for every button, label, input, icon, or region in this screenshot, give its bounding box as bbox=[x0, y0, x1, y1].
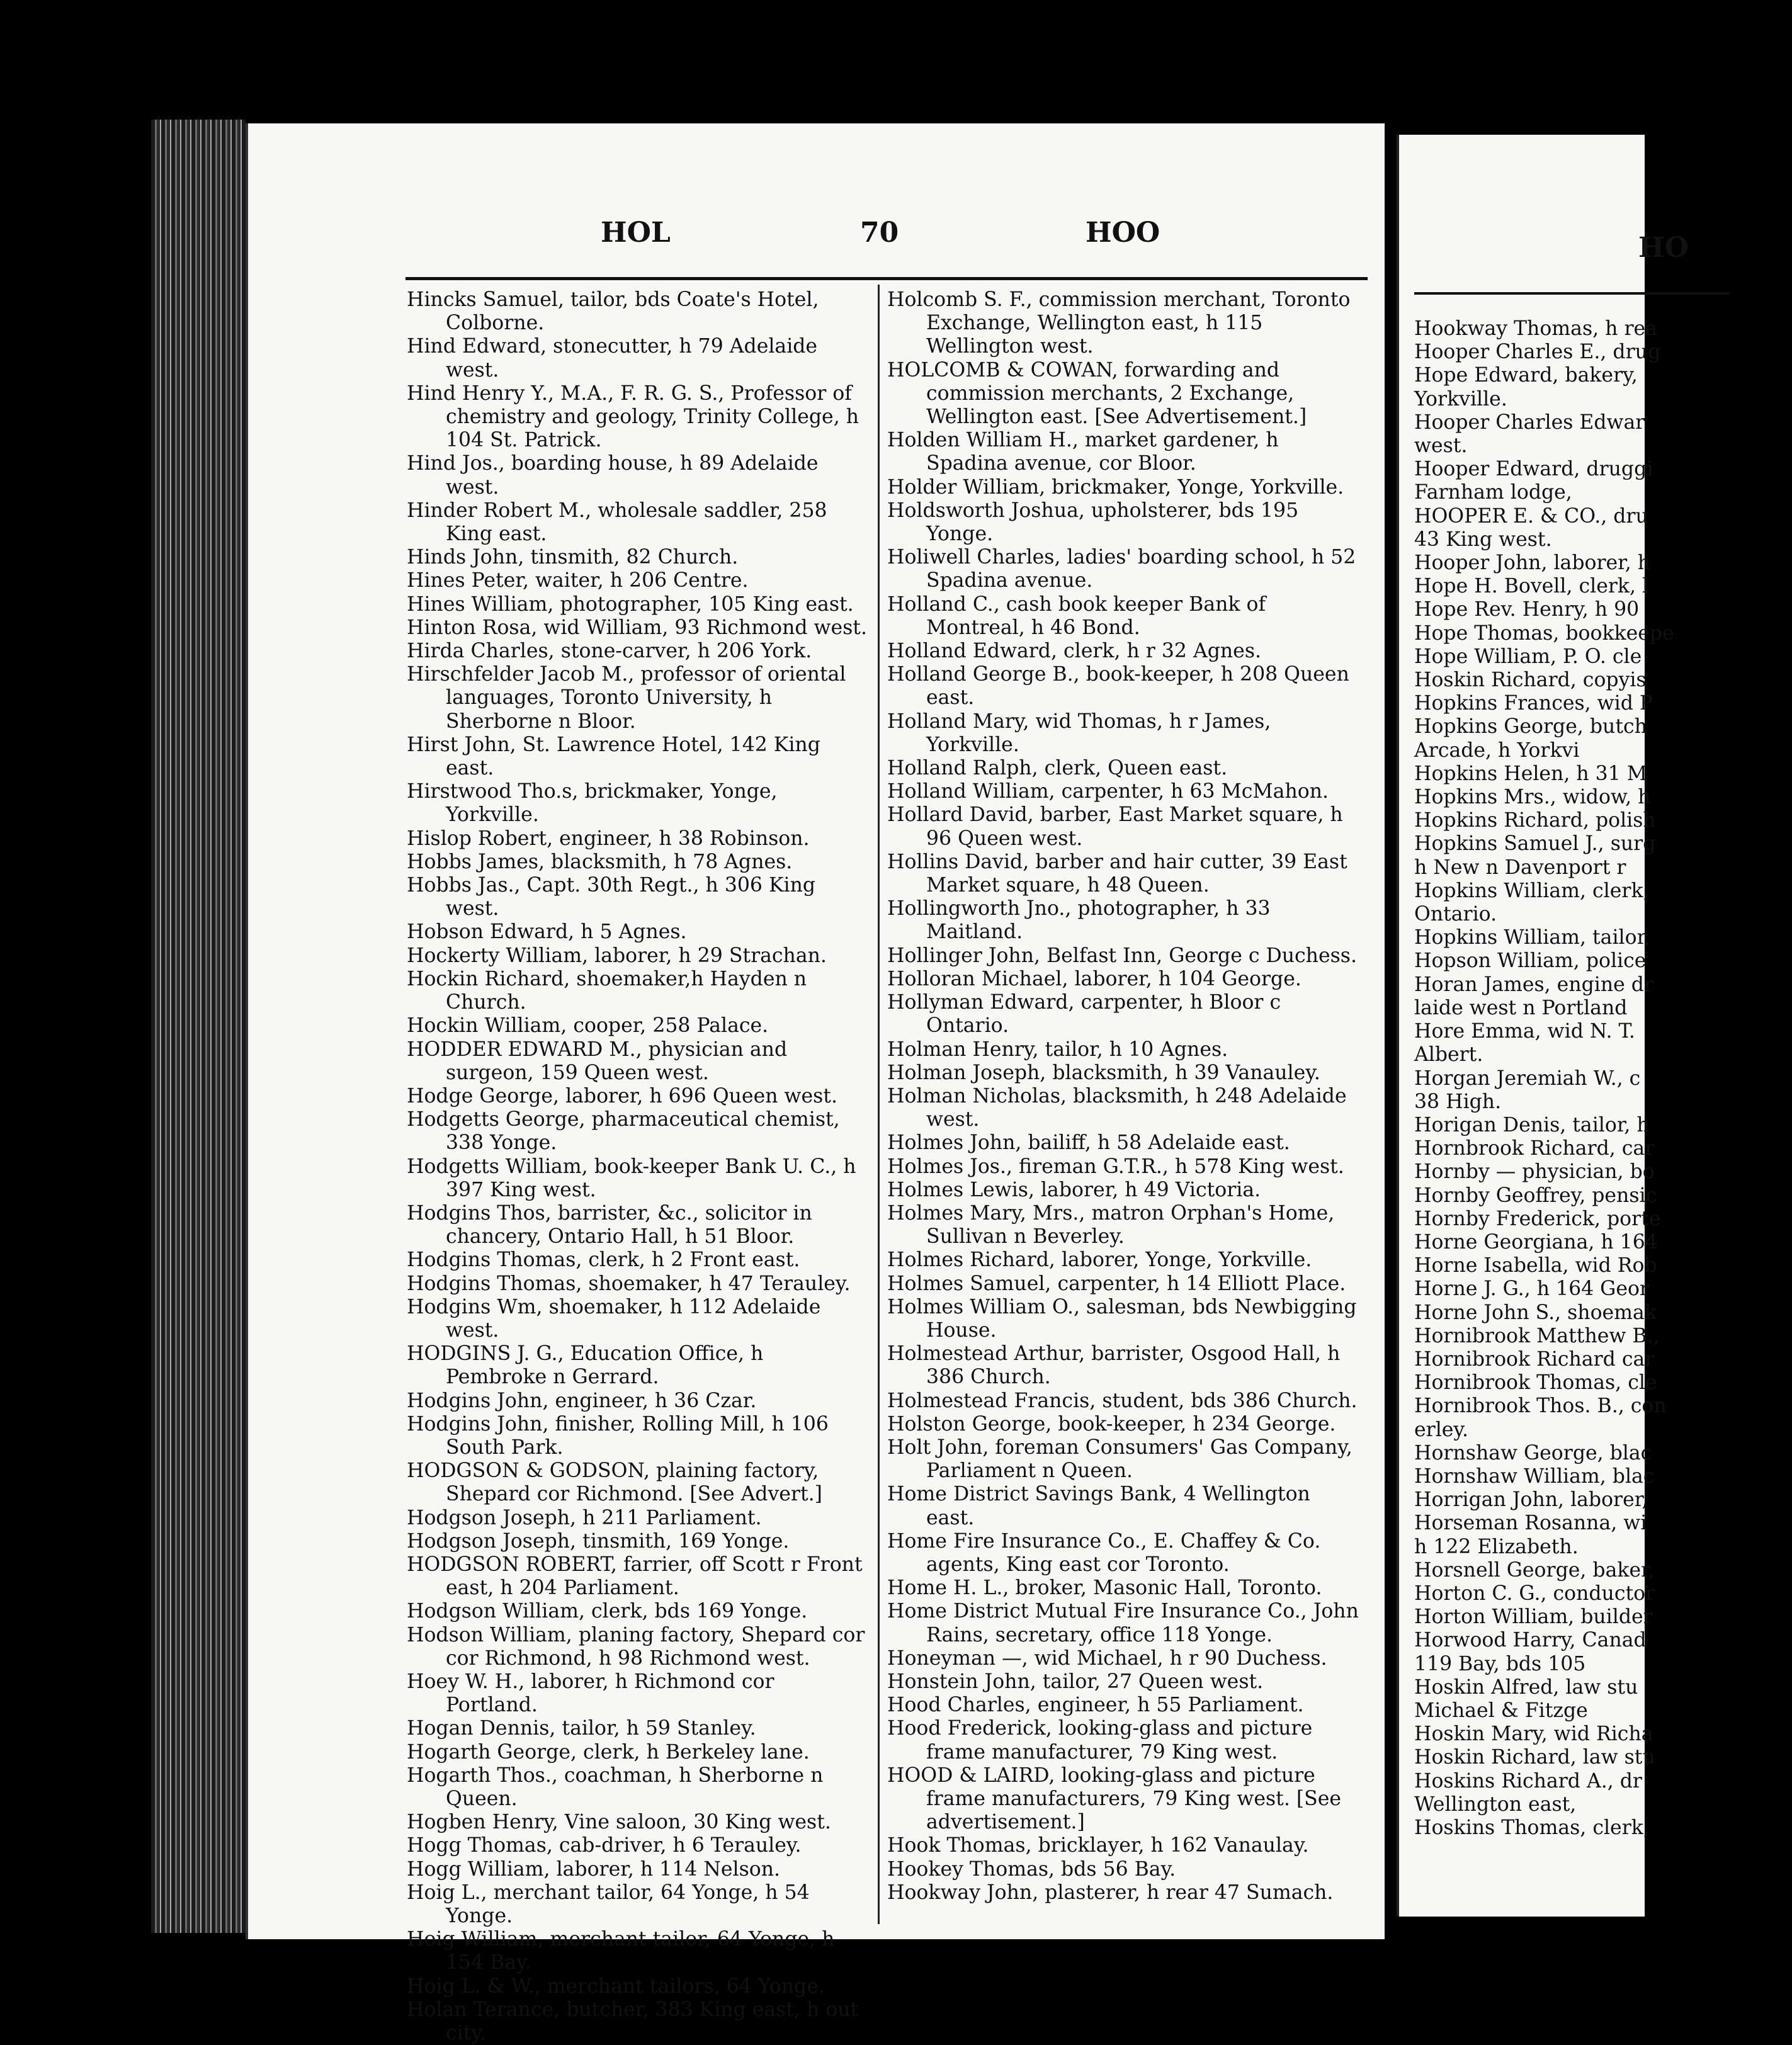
directory-entry: Holland Mary, wid Thomas, h r James, Yorkville. bbox=[887, 710, 1271, 756]
left-page bbox=[246, 123, 1385, 2045]
directory-entry: Hornshaw William, blac bbox=[1414, 1464, 1655, 1488]
directory-entry: HODGSON ROBERT, farrier, off Scott r Front east, h 204 Parliament. bbox=[407, 1553, 863, 1600]
directory-entry: Michael & Fitzge bbox=[1414, 1699, 1588, 1722]
directory-entry: Hodgetts George, pharmaceutical chemist, 338 Yonge. bbox=[407, 1108, 840, 1155]
directory-entry: Hodgson William, clerk, bds 169 Yonge. bbox=[407, 1600, 808, 1623]
right-page bbox=[1397, 135, 1689, 1917]
directory-entry: Hollingworth Jno., photographer, h 33 Maitland. bbox=[887, 897, 1271, 944]
directory-entry: Hood Frederick, looking-glass and picture frame manufacturer, 79 King west. bbox=[887, 1717, 1313, 1764]
directory-entry: Hollard David, barber, East Market square, h 96 Queen west. bbox=[887, 803, 1343, 850]
directory-entry: Hopkins Frances, wid P bbox=[1414, 692, 1653, 715]
directory-entry: Hirschfelder Jacob M., professor of oriental languages, Toronto University, h Sherborne n Bloor. bbox=[407, 663, 846, 733]
directory-entry: Horton C. G., conductor bbox=[1414, 1582, 1655, 1605]
directory-entry: Horgan Jeremiah W., c bbox=[1414, 1067, 1641, 1090]
directory-entry: Holmestead Francis, student, bds 386 Church. bbox=[887, 1389, 1358, 1412]
directory-entry: Hodgins Thomas, clerk, h 2 Front east. bbox=[407, 1249, 800, 1272]
directory-entry: Hoskins Thomas, clerk, bbox=[1414, 1816, 1650, 1839]
directory-entry: Holston George, book-keeper, h 234 George. bbox=[887, 1412, 1336, 1436]
directory-entry: Hirst John, St. Lawrence Hotel, 142 King east. bbox=[407, 733, 820, 780]
directory-entry: Hoig William, merchant tailor, 64 Yonge, h 154 Bay. bbox=[407, 1928, 835, 1974]
directory-entry: Hogarth George, clerk, h Berkeley lane. bbox=[407, 1740, 810, 1764]
directory-entry: west. bbox=[1414, 434, 1468, 458]
directory-entry: HOOPER E. & CO., dru bbox=[1414, 504, 1648, 528]
directory-entry: Horne Isabella, wid Rob bbox=[1414, 1254, 1657, 1277]
directory-entry: Hogan Dennis, tailor, h 59 Stanley. bbox=[407, 1717, 756, 1740]
directory-entry: Hind Henry Y., M.A., F. R. G. S., Professor of chemistry and geology, Trinity College, h 104 St. Patrick. bbox=[407, 382, 859, 452]
directory-entry: Hoskin Richard, copyis bbox=[1414, 669, 1647, 692]
directory-entry: Hodgins John, finisher, Rolling Mill, h 106 South Park. bbox=[407, 1412, 829, 1459]
directory-entry: Home H. L., broker, Masonic Hall, Toronto. bbox=[887, 1577, 1322, 1600]
directory-entry: Holdsworth Joshua, upholsterer, bds 195 Yonge. bbox=[887, 499, 1299, 546]
directory-entry: Horrigan John, laborer, bbox=[1414, 1488, 1648, 1512]
directory-entry: Hooper John, laborer, h bbox=[1414, 552, 1651, 575]
directory-entry: Wellington east, bbox=[1414, 1793, 1577, 1816]
directory-entry: Holman Henry, tailor, h 10 Agnes. bbox=[887, 1038, 1228, 1061]
column-divider bbox=[878, 285, 880, 1924]
directory-entry: Holland George B., book-keeper, h 208 Queen east. bbox=[887, 663, 1349, 710]
directory-entry: Honstein John, tailor, 27 Queen west. bbox=[887, 1670, 1264, 1693]
directory-entry: Hookway Thomas, h rea bbox=[1414, 317, 1657, 340]
directory-entry: Hincks Samuel, tailor, bds Coate's Hotel, Colborne. bbox=[407, 288, 819, 335]
directory-entry: Hopkins Mrs., widow, h bbox=[1414, 786, 1651, 809]
directory-entry: Horne John S., shoemak bbox=[1414, 1301, 1657, 1324]
directory-entry: Arcade, h Yorkvi bbox=[1414, 739, 1580, 762]
directory-entry: HODGINS J. G., Education Office, h Pembroke n Gerrard. bbox=[407, 1342, 764, 1389]
directory-entry: Holmes William O., salesman, bds Newbigging House. bbox=[887, 1295, 1357, 1342]
directory-entry: Hornibrook Matthew B., bbox=[1414, 1324, 1660, 1347]
directory-entry: Hoig L., merchant tailor, 64 Yonge, h 54 Yonge. bbox=[407, 1881, 810, 1928]
directory-entry: Hodgson Joseph, tinsmith, 169 Yonge. bbox=[407, 1529, 790, 1553]
directory-entry: Hockin Richard, shoemaker,h Hayden n Church. bbox=[407, 967, 807, 1014]
directory-entry: 43 King west. bbox=[1414, 528, 1552, 551]
directory-entry: Farnham lodge, bbox=[1414, 481, 1572, 504]
column-1 bbox=[407, 288, 870, 2045]
directory-entry: Hope H. Bovell, clerk, l bbox=[1414, 575, 1649, 598]
directory-entry: Hirstwood Tho.s, brickmaker, Yonge, Yorkville. bbox=[407, 780, 778, 827]
directory-entry: Hodgins Thos, barrister, &c., solicitor in chancery, Ontario Hall, h 51 Bloor. bbox=[407, 1201, 812, 1249]
directory-entry: Holman Joseph, blacksmith, h 39 Vanauley. bbox=[887, 1061, 1320, 1084]
directory-entry: h New n Davenport r bbox=[1414, 856, 1626, 879]
directory-entry: Ontario. bbox=[1414, 903, 1497, 926]
directory-entry: Hornibrook Thomas, cle bbox=[1414, 1371, 1657, 1395]
directory-entry: Hornshaw George, blac bbox=[1414, 1441, 1652, 1464]
directory-entry: Hines William, photographer, 105 King east. bbox=[407, 592, 854, 616]
directory-entry: Hodson William, planing factory, Shepard cor cor Richmond, h 98 Richmond west. bbox=[407, 1623, 865, 1670]
directory-entry: Hoskins Richard A., dr bbox=[1414, 1769, 1642, 1793]
directory-entry: Holmes Lewis, laborer, h 49 Victoria. bbox=[887, 1178, 1261, 1201]
directory-entry: Home District Savings Bank, 4 Wellington east. bbox=[887, 1483, 1310, 1529]
directory-entry: Hirda Charles, stone-carver, h 206 York. bbox=[407, 640, 812, 663]
directory-entry: Hogg William, laborer, h 114 Nelson. bbox=[407, 1857, 781, 1881]
directory-entry: Hodgins Thomas, shoemaker, h 47 Terauley. bbox=[407, 1272, 851, 1295]
directory-entry: Hopkins Samuel J., surg bbox=[1414, 832, 1656, 856]
directory-entry: Hopson William, police bbox=[1414, 949, 1647, 973]
right-page-rule bbox=[1414, 292, 1729, 295]
directory-entry: Hobbs James, blacksmith, h 78 Agnes. bbox=[407, 850, 793, 873]
directory-entry: HOLCOMB & COWAN, forwarding and commission merchants, 2 Exchange, Wellington east. [See Advertisement.] bbox=[887, 358, 1307, 429]
directory-entry: Hobbs Jas., Capt. 30th Regt., h 306 King west. bbox=[407, 874, 816, 921]
directory-entry: HODGSON & GODSON, plaining factory, Shepard cor Richmond. [See Advert.] bbox=[407, 1459, 822, 1506]
directory-entry: Horwood Harry, Canad bbox=[1414, 1629, 1647, 1652]
directory-entry: Hoskin Richard, law stu bbox=[1414, 1746, 1655, 1769]
directory-entry: Hope Rev. Henry, h 90 bbox=[1414, 598, 1640, 621]
directory-entry: Holland Edward, clerk, h r 32 Agnes. bbox=[887, 640, 1261, 663]
directory-entry: Hines Peter, waiter, h 206 Centre. bbox=[407, 569, 749, 592]
header-left: HOL bbox=[601, 217, 671, 249]
directory-entry: Holman Nicholas, blacksmith, h 248 Adelaide west. bbox=[887, 1084, 1347, 1131]
directory-entry: Hook Thomas, bricklayer, h 162 Vanaulay. bbox=[887, 1834, 1309, 1857]
directory-entry: Hope Thomas, bookkeepe bbox=[1414, 621, 1674, 645]
directory-entry: Holmestead Arthur, barrister, Osgood Hall, h 386 Church. bbox=[887, 1342, 1341, 1389]
directory-entry: Hoig L. & W., merchant tailors, 64 Yonge. bbox=[407, 1974, 825, 1998]
directory-entry: Hollins David, barber and hair cutter, 39 East Market square, h 48 Queen. bbox=[887, 850, 1347, 897]
directory-entry: Hopkins Richard, polish bbox=[1414, 809, 1656, 832]
header-rule bbox=[405, 277, 1368, 280]
directory-entry: Holden William H., market gardener, h Spadina avenue, cor Bloor. bbox=[887, 429, 1279, 475]
directory-entry: Horigan Denis, tailor, h bbox=[1414, 1113, 1650, 1136]
directory-entry: Hodgins Wm, shoemaker, h 112 Adelaide west. bbox=[407, 1295, 821, 1342]
directory-entry: Hind Edward, stonecutter, h 79 Adelaide west. bbox=[407, 335, 818, 382]
directory-entry: Hodgson Joseph, h 211 Parliament. bbox=[407, 1506, 762, 1529]
directory-entry: Holmes Jos., fireman G.T.R., h 578 King west. bbox=[887, 1155, 1344, 1178]
directory-entry: Home District Mutual Fire Insurance Co., John Rains, secretary, office 118 Yonge. bbox=[887, 1600, 1359, 1646]
directory-entry: Hobson Edward, h 5 Agnes. bbox=[407, 921, 687, 944]
directory-entry: HOOD & LAIRD, looking-glass and picture frame manufacturers, 79 King west. [See advertisement.] bbox=[887, 1764, 1341, 1834]
directory-entry: Hollinger John, Belfast Inn, George c Duchess. bbox=[887, 944, 1357, 967]
directory-entry: Hoskin Alfred, law stu bbox=[1414, 1675, 1638, 1699]
directory-entry: Holder William, brickmaker, Yonge, Yorkville. bbox=[887, 475, 1344, 499]
directory-entry: Hookway John, plasterer, h rear 47 Sumach. bbox=[887, 1881, 1334, 1904]
directory-entry: Hood Charles, engineer, h 55 Parliament. bbox=[887, 1694, 1304, 1717]
directory-entry: Hodge George, laborer, h 696 Queen west. bbox=[407, 1084, 837, 1107]
page-edges bbox=[151, 120, 246, 1933]
directory-entry: Hornibrook Richard car bbox=[1414, 1347, 1655, 1371]
directory-entry: Hore Emma, wid N. T. bbox=[1414, 1020, 1635, 1043]
directory-entry: Holcomb S. F., commission merchant, Toronto Exchange, Wellington east, h 115 Wellington west. bbox=[887, 288, 1351, 358]
right-page-header: HO bbox=[1638, 232, 1689, 264]
directory-entry: erley. bbox=[1414, 1418, 1469, 1441]
directory-entry: Albert. bbox=[1414, 1043, 1483, 1067]
page-number: 70 bbox=[860, 217, 899, 249]
directory-entry: Horne J. G., h 164 Geor bbox=[1414, 1277, 1649, 1301]
directory-entry: Holloran Michael, laborer, h 104 George. bbox=[887, 967, 1301, 990]
directory-entry: Hoskin Mary, wid Richa bbox=[1414, 1723, 1653, 1746]
directory-entry: Hockin William, cooper, 258 Palace. bbox=[407, 1014, 769, 1038]
directory-entry: Hooper Charles Edwar bbox=[1414, 411, 1645, 434]
directory-entry: Holland William, carpenter, h 63 McMahon. bbox=[887, 780, 1329, 803]
directory-entry: Hopkins George, butch bbox=[1414, 715, 1647, 739]
directory-entry: Hinder Robert M., wholesale saddler, 258 King east. bbox=[407, 499, 827, 546]
directory-entry: Hope Edward, bakery, bbox=[1414, 364, 1638, 387]
directory-entry: Hinds John, tinsmith, 82 Church. bbox=[407, 546, 739, 569]
directory-entry: 38 High. bbox=[1414, 1090, 1502, 1113]
directory-entry: Holmes John, bailiff, h 58 Adelaide east. bbox=[887, 1131, 1290, 1155]
directory-entry: Hornibrook Thos. B., con bbox=[1414, 1395, 1667, 1418]
directory-entry: Holan Terance, butcher, 383 King east, h out city. bbox=[407, 1998, 859, 2045]
directory-entry: Horseman Rosanna, wi bbox=[1414, 1512, 1647, 1535]
header-right: HOO bbox=[1086, 217, 1160, 249]
directory-entry: Hopkins William, tailor, bbox=[1414, 926, 1651, 949]
directory-entry: Hollyman Edward, carpenter, h Bloor c Ontario. bbox=[887, 991, 1281, 1038]
directory-entry: Hogarth Thos., coachman, h Sherborne n Queen. bbox=[407, 1764, 824, 1810]
directory-entry: HODDER EDWARD M., physician and surgeon, 159 Queen west. bbox=[407, 1038, 788, 1084]
directory-entry: Horan James, engine dr bbox=[1414, 973, 1654, 996]
directory-entry: Hopkins William, clerk, bbox=[1414, 879, 1650, 902]
directory-entry: 119 Bay, bds 105 bbox=[1414, 1652, 1586, 1675]
directory-entry: Hockerty William, laborer, h 29 Strachan. bbox=[407, 944, 827, 967]
directory-entry: Yorkville. bbox=[1414, 387, 1507, 411]
column-2 bbox=[887, 288, 1363, 1905]
directory-entry: Hopkins Helen, h 31 M bbox=[1414, 762, 1648, 785]
directory-entry: Hornbrook Richard, car bbox=[1414, 1137, 1655, 1160]
directory-entry: Horsnell George, baker, bbox=[1414, 1558, 1655, 1582]
directory-entry: h 122 Elizabeth. bbox=[1414, 1535, 1579, 1558]
directory-entry: Hope William, P. O. cle bbox=[1414, 645, 1642, 668]
directory-entry: Honeyman —, wid Michael, h r 90 Duchess. bbox=[887, 1646, 1327, 1670]
directory-entry: Holmes Richard, laborer, Yonge, Yorkville. bbox=[887, 1249, 1312, 1272]
directory-entry: Horton William, builder bbox=[1414, 1606, 1653, 1629]
directory-entry: Hislop Robert, engineer, h 38 Robinson. bbox=[407, 827, 810, 850]
directory-entry: Hooper Charles E., drug bbox=[1414, 341, 1661, 364]
directory-entry: Home Fire Insurance Co., E. Chaffey & Co. agents, King east cor Toronto. bbox=[887, 1529, 1321, 1576]
directory-entry: Hodgins John, engineer, h 36 Czar. bbox=[407, 1389, 757, 1412]
directory-entry: Hogg Thomas, cab-driver, h 6 Terauley. bbox=[407, 1834, 802, 1857]
directory-entry: Holmes Samuel, carpenter, h 14 Elliott Place. bbox=[887, 1272, 1346, 1295]
right-page-column bbox=[1414, 317, 1792, 1840]
directory-entry: Holland Ralph, clerk, Queen east. bbox=[887, 757, 1228, 780]
directory-entry: Hogben Henry, Vine saloon, 30 King west. bbox=[407, 1811, 831, 1834]
directory-entry: Hoey W. H., laborer, h Richmond cor Portland. bbox=[407, 1670, 774, 1717]
directory-entry: Hornby — physician, bo bbox=[1414, 1160, 1655, 1184]
directory-entry: Holmes Mary, Mrs., matron Orphan's Home, Sullivan n Beverley. bbox=[887, 1201, 1335, 1249]
directory-entry: Holiwell Charles, ladies' boarding school, h 52 Spadina avenue. bbox=[887, 546, 1356, 592]
directory-entry: Holland C., cash book keeper Bank of Montreal, h 46 Bond. bbox=[887, 592, 1266, 639]
directory-entry: Hinton Rosa, wid William, 93 Richmond west. bbox=[407, 616, 867, 639]
directory-entry: Hornby Geoffrey, pensic bbox=[1414, 1184, 1657, 1207]
directory-entry: Hodgetts William, book-keeper Bank U. C., h 397 King west. bbox=[407, 1155, 856, 1201]
directory-entry: Hooper Edward, druggi bbox=[1414, 458, 1653, 481]
directory-entry: Hind Jos., boarding house, h 89 Adelaide west. bbox=[407, 452, 819, 499]
directory-entry: Hookey Thomas, bds 56 Bay. bbox=[887, 1857, 1176, 1881]
directory-entry: Horne Georgiana, h 164 bbox=[1414, 1230, 1658, 1254]
directory-entry: laide west n Portland bbox=[1414, 996, 1628, 1019]
directory-entry: Hornby Frederick, porte bbox=[1414, 1207, 1661, 1230]
directory-entry: Holt John, foreman Consumers' Gas Company, Parliament n Queen. bbox=[887, 1436, 1353, 1483]
